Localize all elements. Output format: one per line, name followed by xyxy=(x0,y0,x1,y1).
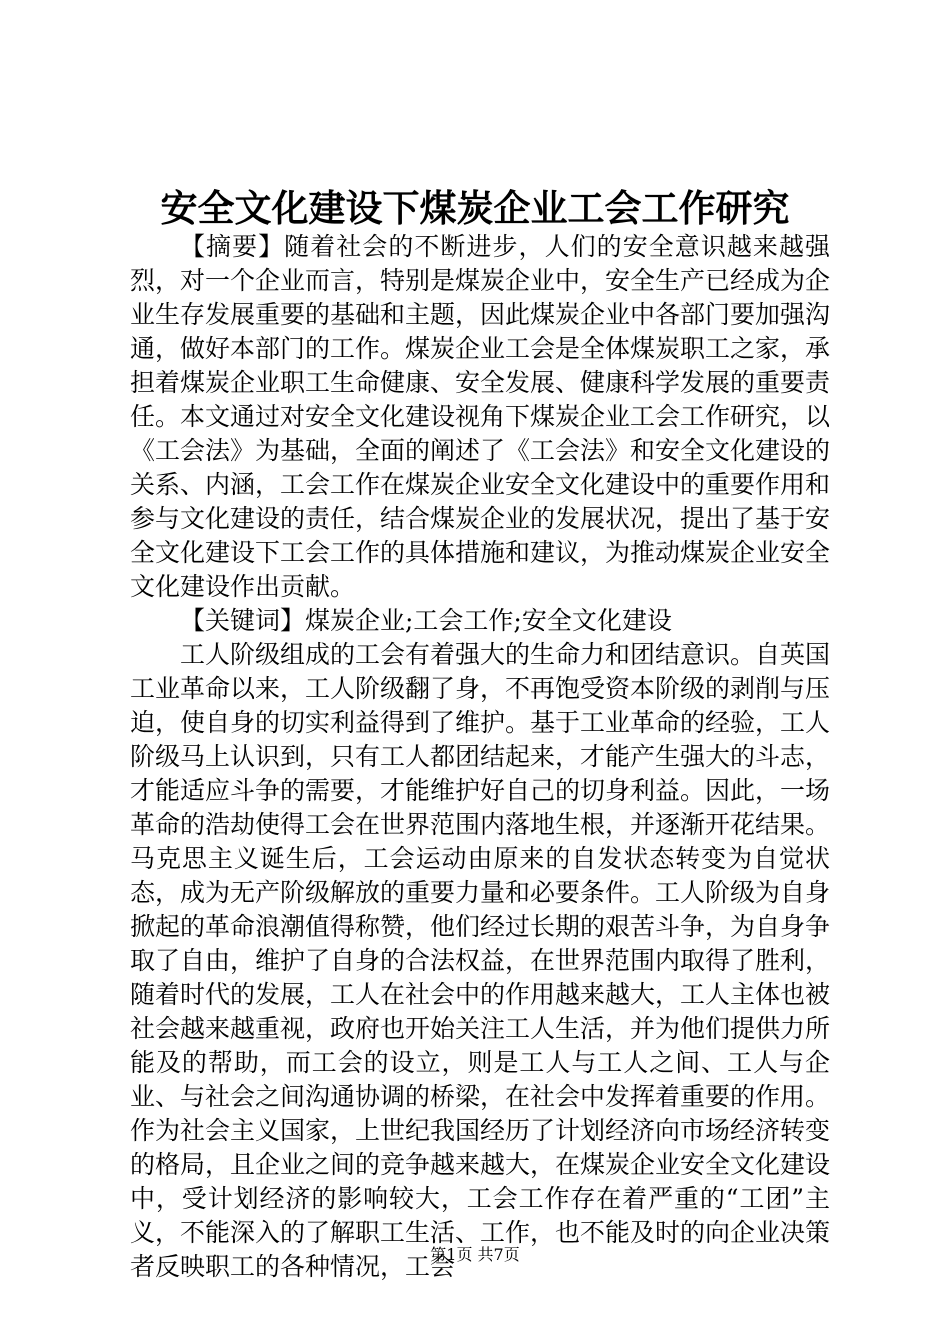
abstract-paragraph: 【摘要】随着社会的不断进步，人们的安全意识越来越强烈，对一个企业而言，特别是煤炭企业中，安全生产已经成为企业生存发展重要的基础和主题，因此煤炭企业中各部门要加强沟通，做好本部门的工作。煤炭企业工会是全体煤炭职工之家，承担着煤炭企业职工生命健康、安全发展、健康科学发展的重要责任。本文通过对安全文化建设视角下煤炭企业工会工作研究，以《工会法》为基础，全面的阐述了《工会法》和安全文化建设的关系、内涵，工会工作在煤炭企业安全文化建设中的重要作用和参与文化建设的责任，结合煤炭企业的发展状况，提出了基于安全文化建设下工会工作的具体措施和建议，为推动煤炭企业安全文化建设作出贡献。 xyxy=(130,232,831,601)
intro-paragraph: 工人阶级组成的工会有着强大的生命力和团结意识。自英国工业革命以来，工人阶级翻了身，不再饱受资本阶级的剥削与压迫，使自身的切实利益得到了维护。基于工业革命的经验，工人阶级马上认识到，只有工人都团结起来，才能产生强大的斗志，才能适应斗争的需要，才能维护好自己的切身利益。因此，一场革命的浩劫使得工会在世界范围内落地生根，并逐渐开花结果。马克思主义诞生后，工会运动由原来的自发状态转变为自觉状态，成为无产阶级解放的重要力量和必要条件。工人阶级为自身掀起的革命浪潮值得称赞，他们经过长期的艰苦斗争，为自身争取了自由，维护了自身的合法权益，在世界范围内取得了胜利，随着时代的发展，工人在社会中的作用越来越大，工人主体也被社会越来越重视，政府也开始关注工人生活，并为他们提供力所能及的帮助，而工会的设立，则是工人与工人之间、工人与企业、与社会之间沟通协调的桥梁，在社会中发挥着重要的作用。作为社会主义国家，上世纪我国经历了计划经济向市场经济转变的格局，且企业之间的竞争越来越大，在煤炭企业安全文化建设中，受计划经济的影响较大，工会工作存在着严重的“工团”主义，不能深入的了解职工生活、工作，也不能及时的向企业决策者反映职工的各种情况，工会 xyxy=(130,640,831,1281)
document-body xyxy=(130,230,830,1284)
page-footer: 第1页 共7页 xyxy=(430,1245,520,1264)
keywords-paragraph: 【关键词】煤炭企业;工会工作;安全文化建设 xyxy=(180,606,672,635)
document-title: 安全文化建设下煤炭企业工会工作研究 xyxy=(160,186,790,230)
